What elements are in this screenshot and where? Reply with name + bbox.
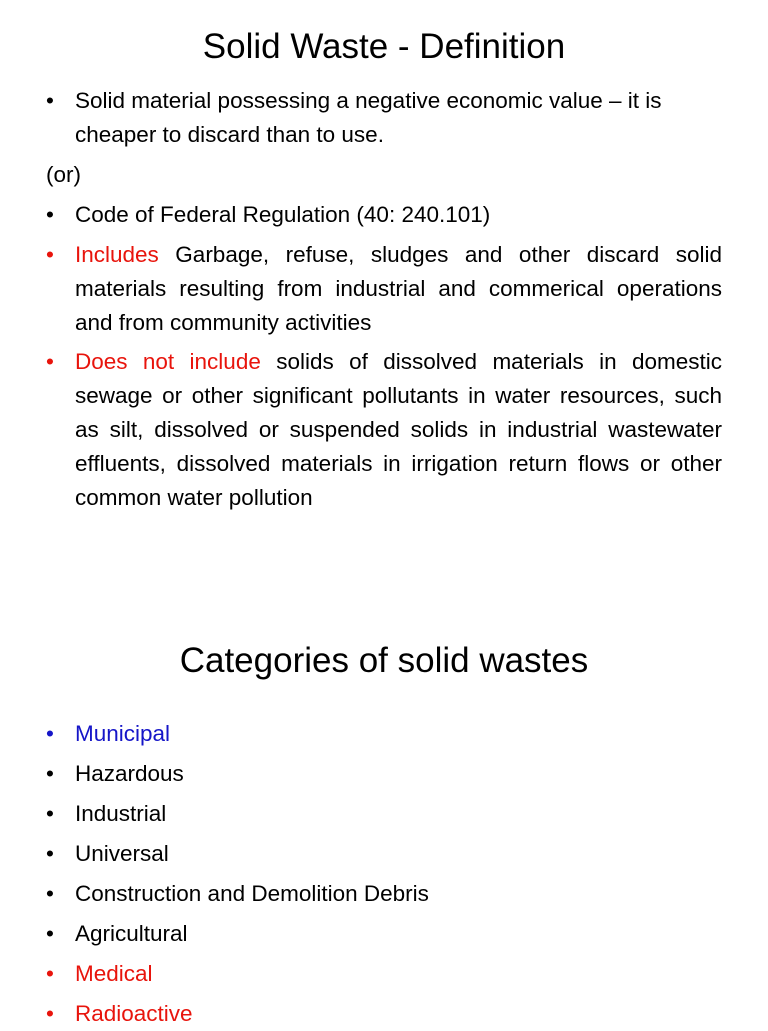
bullet-icon: • bbox=[46, 841, 54, 866]
bullet-icon: • bbox=[46, 88, 54, 113]
category-label: Municipal bbox=[75, 721, 171, 746]
includes-text: Garbage, refuse, sludges and other discard solid materials resulting from industrial and commerical operations and from community activities bbox=[75, 242, 722, 335]
bullet-icon: • bbox=[46, 721, 54, 746]
category-item bbox=[46, 837, 722, 871]
bullet-icon: • bbox=[46, 202, 54, 227]
bullet-icon: • bbox=[46, 761, 54, 786]
bullet-icon: • bbox=[46, 242, 54, 267]
category-item bbox=[46, 957, 722, 991]
category-label: Industrial bbox=[75, 801, 167, 826]
category-label: Agricultural bbox=[75, 921, 188, 946]
category-item bbox=[46, 717, 722, 751]
definition-title: Solid Waste - Definition bbox=[202, 27, 566, 66]
bullet-icon: • bbox=[46, 349, 54, 374]
category-item bbox=[46, 877, 722, 911]
definition-item-excludes bbox=[46, 345, 722, 515]
definition-item-text: Solid material possessing a negative economic value – it is cheaper to discard than to use. bbox=[75, 88, 662, 147]
excludes-text: solids of dissolved materials in domestic sewage or other significant pollutants in water resources, such as silt, dissolved or suspended solids in industrial wastewater effluents, dissolved materials in irrigation return flows or other common water pollution bbox=[75, 349, 723, 510]
categories-title: Categories of solid wastes bbox=[179, 641, 589, 680]
definition-item-negative-value bbox=[46, 84, 722, 152]
bullet-icon: • bbox=[46, 1001, 54, 1026]
category-label: Construction and Demolition Debris bbox=[75, 881, 429, 906]
bullet-icon: • bbox=[46, 881, 54, 906]
bullet-icon: • bbox=[46, 961, 54, 986]
category-item bbox=[46, 997, 722, 1031]
category-item bbox=[46, 757, 722, 791]
category-item bbox=[46, 797, 722, 831]
or-separator bbox=[46, 158, 722, 192]
category-label: Radioactive bbox=[75, 1001, 193, 1026]
bullet-icon: • bbox=[46, 921, 54, 946]
includes-highlight: Includes bbox=[75, 242, 159, 267]
category-item bbox=[46, 917, 722, 951]
definition-item-includes bbox=[46, 238, 722, 340]
bullet-icon: • bbox=[46, 801, 54, 826]
definition-item-text: Code of Federal Regulation (40: 240.101) bbox=[75, 202, 491, 227]
excludes-highlight: Does not include bbox=[75, 349, 261, 374]
category-label: Universal bbox=[75, 841, 169, 866]
or-text: (or) bbox=[46, 162, 81, 187]
definition-item-cfr bbox=[46, 198, 722, 232]
category-label: Medical bbox=[75, 961, 153, 986]
category-label: Hazardous bbox=[75, 761, 184, 786]
